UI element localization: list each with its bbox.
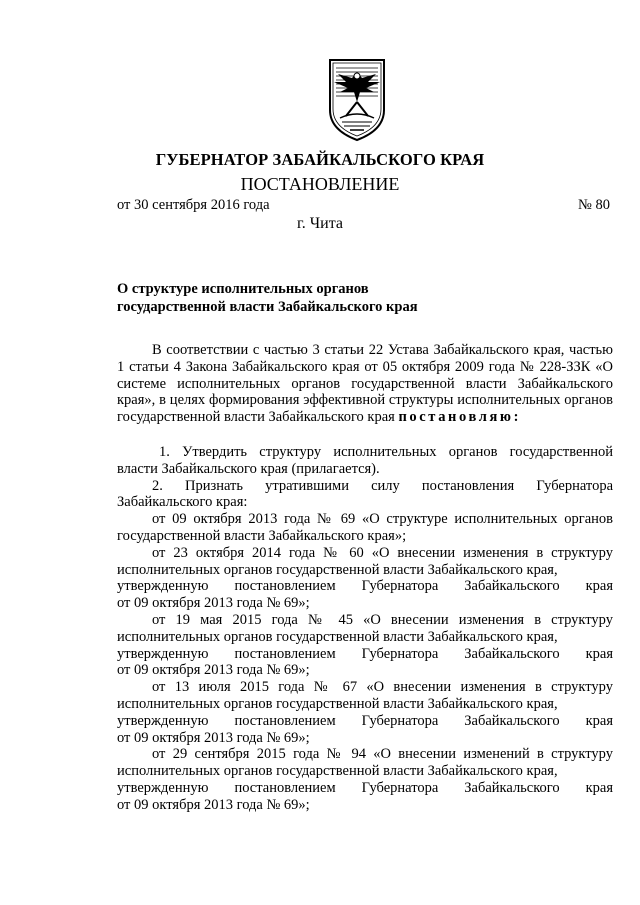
item-1: 1. Утвердить структуру исполнительных органов государственной власти Забайкальского края (прилагается). <box>117 443 613 477</box>
repealed-item-line <box>117 780 613 797</box>
subject-line-1: О структуре исполнительных органов <box>117 281 369 297</box>
word: Забайкальского <box>464 578 560 595</box>
repealed-item: от 19 мая 2015 года № 45 «О внесении изменения в структуру исполнительных органов государственной власти Забайкальского края, <box>117 611 613 645</box>
word: Забайкальского <box>464 712 560 729</box>
repealed-item-tail: от 09 октября 2013 года № 69»; <box>117 662 310 679</box>
repealed-item-tail: от 09 октября 2013 года № 69»; <box>117 729 310 746</box>
word: утвержденную <box>117 645 209 662</box>
word: постановлением <box>234 779 336 796</box>
word: края <box>585 578 613 595</box>
repealed-item-line <box>117 646 613 663</box>
preamble <box>117 342 613 426</box>
word: постановлением <box>234 578 336 595</box>
document-type: ПОСТАНОВЛЕНИЕ <box>240 174 400 194</box>
coat-of-arms-icon <box>326 58 388 142</box>
word: края <box>585 645 613 662</box>
word: Губернатора <box>361 645 439 662</box>
word: края <box>585 779 613 796</box>
document-date: от 30 сентября 2016 года <box>117 197 270 213</box>
word: Губернатора <box>361 712 439 729</box>
word: утвержденную <box>117 712 209 729</box>
preamble-text: В соответствии с частью 3 статьи 22 Устава Забайкальского края, частью 1 статьи 4 Закона Забайкальского края от 05 октября 2009 года № 228-ЗЗК «О системе исполнительных органов государственной власти Забайкальского края», в целях формирования эффективной структуры исполнительных органов государственной власти Забайкальского края <box>117 342 613 426</box>
repealed-item: от 29 сентября 2015 года № 94 «О внесении изменений в структуру исполнительных органов государственной власти Забайкальского края, <box>117 746 613 780</box>
word: Забайкальского <box>464 645 560 662</box>
document-city: г. Чита <box>296 215 343 232</box>
repealed-item: от 13 июля 2015 года № 67 «О внесении изменения в структуру исполнительных органов государственной власти Забайкальского края, <box>117 679 613 712</box>
document-number: № 80 <box>578 197 610 213</box>
word: утвержденную <box>117 779 209 796</box>
repealed-item-tail: от 09 октября 2013 года № 69»; <box>117 595 310 612</box>
subject-line-2: государственной власти Забайкальского края <box>117 299 418 315</box>
document-body <box>117 342 613 814</box>
repealed-item: от 09 октября 2013 года № 69 «О структуре исполнительных органов государственной власти Забайкальского края»; <box>117 511 613 544</box>
word: Губернатора <box>361 578 439 595</box>
word: постановлением <box>234 645 336 662</box>
repealed-item-tail: от 09 октября 2013 года № 69»; <box>117 796 310 813</box>
word: Губернатора <box>361 779 439 796</box>
word: Забайкальского <box>464 779 560 796</box>
repealed-item-line <box>117 713 613 730</box>
repealed-item: от 23 октября 2014 года № 60 «О внесении изменения в структуру исполнительных органов государственной власти Забайкальского края, <box>117 544 613 578</box>
word: края <box>585 712 613 729</box>
item-2: 2. Признать утратившими силу постановления Губернатора Забайкальского края: <box>117 477 613 511</box>
resolve-word: постановляю: <box>398 409 522 426</box>
document-subject <box>117 280 497 316</box>
word: утвержденную <box>117 578 209 595</box>
repealed-item-line <box>117 578 613 595</box>
word: постановлением <box>234 712 336 729</box>
issuer-title: ГУБЕРНАТОР ЗАБАЙКАЛЬСКОГО КРАЯ <box>155 150 485 169</box>
